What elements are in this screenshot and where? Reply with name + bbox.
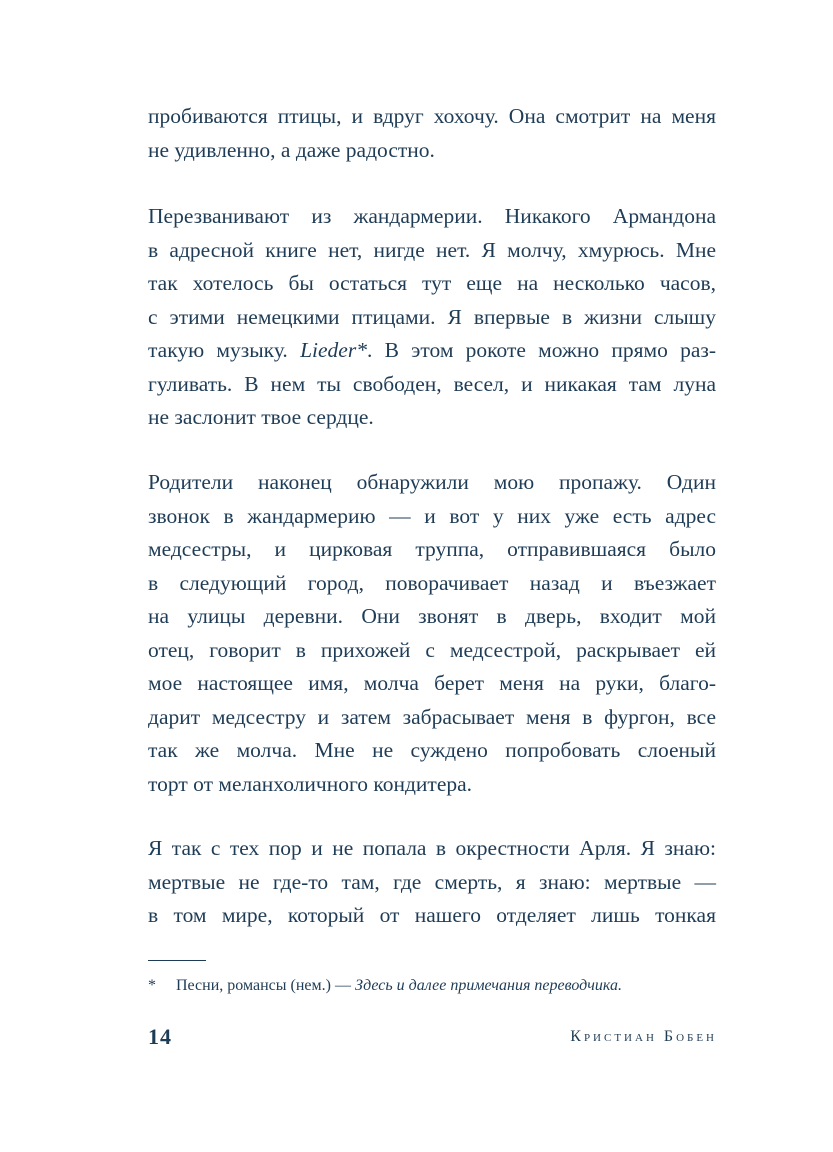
footnote — [148, 974, 728, 998]
text-line: в том мире, который от нашего отделяет лишь тонкая — [148, 903, 716, 927]
text-line: не удивленно, а даже радостно. — [148, 137, 435, 162]
text-segment: такую музыку. — [148, 338, 288, 362]
footnote-mark: * — [148, 977, 156, 994]
text-line: торт от меланхоличного кондитера. — [148, 771, 473, 796]
text-line: звонок в жандармерию — и вот у них уже есть адрес — [148, 503, 716, 528]
footnote-divider — [148, 960, 206, 961]
footnote-text: Песни, романсы (нем.) — — [176, 977, 351, 994]
text-line: так хотелось бы остаться тут еще на несколько часов, — [148, 271, 716, 295]
paragraph-2 — [148, 200, 716, 435]
paragraph-4 — [148, 832, 716, 933]
text-line: медсестры, и цирковая труппа, отправившаяся было — [148, 537, 716, 561]
text-line: отец, говорит в прихожей с медсестрой, раскрывает ей — [148, 637, 716, 662]
text-segment: . В этом рокоте можно прямо раз- — [366, 338, 717, 362]
text-line: на улицы деревни. Они звонят в дверь, входит мой — [148, 604, 716, 628]
text-line: в адресной книге нет, нигде нет. Я молчу, хмурюсь. Мне — [148, 237, 716, 262]
page-number: 14 — [148, 1024, 172, 1049]
text-line: Родители наконец обнаружили мою пропажу. Один — [148, 470, 716, 494]
text-line: гуливать. В нем ты свободен, весел, и никакая там луна — [148, 371, 716, 396]
paragraph-3 — [148, 466, 716, 801]
text-line: мое настоящее имя, молча берет меня на руки, благо- — [148, 671, 716, 695]
running-footer-author: Кристиан Бобен — [570, 1028, 717, 1045]
paragraph-1 — [148, 100, 716, 167]
text-line: дарит медсестру и затем забрасывает меня в фургон, все — [148, 704, 716, 729]
footnote-italic-text: Здесь и далее примечания переводчика. — [354, 977, 622, 994]
text-line-with-italic — [148, 334, 716, 368]
text-line: так же молча. Мне не суждено попробовать слоеный — [148, 738, 716, 762]
text-line: в следующий город, поворачивает назад и въезжает — [148, 570, 716, 595]
text-line: мертвые не где-то там, где смерть, я знаю: мертвые — — [148, 869, 716, 894]
text-line: с этими немецкими птицами. Я впервые в жизни слышу — [148, 304, 716, 329]
italic-term-lieder: Lieder* — [300, 338, 367, 362]
text-line: Перезванивают из жандармерии. Никакого Армандона — [148, 204, 716, 228]
text-line: Я так с тех пор и не попала в окрестности Арля. Я знаю: — [148, 836, 716, 860]
text-line: пробиваются птицы, и вдруг хохочу. Она смотрит на меня — [148, 104, 716, 128]
text-line: не заслонит твое сердце. — [148, 405, 374, 429]
